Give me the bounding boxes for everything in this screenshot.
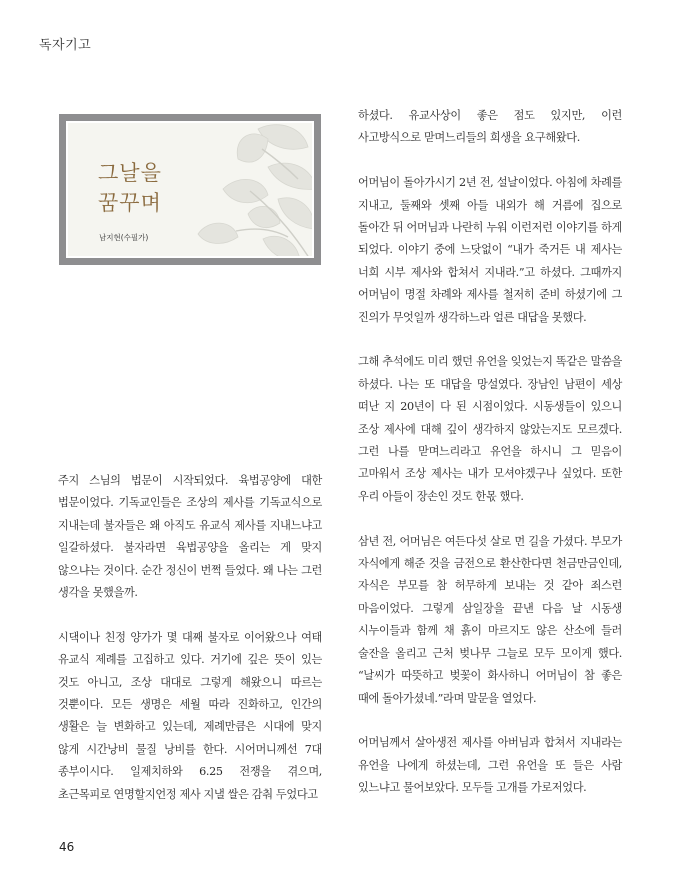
body-paragraph: 시댁이나 친정 양가가 몇 대째 불자로 이어왔으나 여태 유교식 제례를 고집하고 있다. 거기에 깊은 뜻이 있는 것도 아니고, 조상 대대로 그렇게 해왔으니 따르는 것뿐이다. 모든 생명은 세월 따라 진화하고, 인간의 생활은 늘 변화하고 있는데, 제례만큼은 시대에 맞지 않게 시간낭비 물질 낭비를 한다. 시어머니께선 7대 종부이시다. 일제치하와 6.25 전쟁을 겪으며, 초근목피로 연명할지언정 제사 지낼 쌀은 감춰 두었다고 bbox=[58, 630, 322, 801]
title-card-inner bbox=[68, 123, 312, 256]
article-author: 남지현(수필가) bbox=[99, 233, 149, 242]
body-paragraph: 그해 추석에도 미리 했던 유언을 잊었는지 똑같은 말씀을 하셨다. 나는 또 대답을 망설였다. 장남인 남편이 세상 떠난 지 20년이 다 된 시점이었다. 시동생들이 있으니 조상 제사에 대해 깊이 생각하지 않았는지도 모르겠다. 그런 나를 맏며느리라고 유언을 하시니 그 믿음이 고마워서 조상 제사는 내가 모셔야겠구나 싶었다. 또한 우리 아들이 장손인 것도 한몫 했다. bbox=[358, 355, 622, 503]
body-paragraph: 어머님께서 살아생전 제사를 아버님과 합쳐서 지내라는 유언을 나에게 하셨는데, 그런 유언을 또 들은 사람 있느냐고 물어보았다. 모두들 고개를 가로저었다. bbox=[358, 736, 622, 795]
left-column bbox=[58, 470, 322, 806]
magnolia-illustration bbox=[138, 123, 312, 256]
body-paragraph: 삼년 전, 어머님은 여든다섯 살로 먼 길을 가셨다. 부모가 자식에게 해준 것을 금전으로 환산한다면 천금만금인데, 자식은 부모를 참 허무하게 보내는 것 같아 죄스런 마음이었다. 그렇게 삼일장을 끝낸 다음 날 시동생 시누이들과 함께 채 흙이 마르지도 않은 산소에 들러 술잔을 올리고 근처 벚나무 그늘로 모두 모이게 했다. “날씨가 따뜻하고 벚꽃이 화사하니 어머님이 참 좋은 때에 돌아가셨네.”라며 말문을 열었다. bbox=[358, 534, 622, 705]
body-paragraph: 어머님이 돌아가시기 2년 전, 설날이었다. 아침에 차례를 지내고, 둘째와 셋째 아들 내외가 해 거름에 집으로 돌아간 뒤 어머님과 나란히 누워 이런저런 이야기를 하게 되었다. 이야기 중에 느닷없이 “내가 죽거든 내 제사는 너희 시부 제사와 합쳐서 지내라.”고 하셨다. 그때까지 어머님이 명절 차례와 제사를 철저히 준비 하셨기에 그 진의가 무엇일까 생각하느라 얼른 대답을 못했다. bbox=[358, 176, 622, 324]
page-number: 46 bbox=[59, 840, 75, 854]
right-column bbox=[358, 105, 622, 800]
body-paragraph: 주지 스님의 법문이 시작되었다. 육법공양에 대한 법문이었다. 기독교인들은 조상의 제사를 기독교식으로 지내는데 불자들은 왜 아직도 유교식 제사를 지내느냐고 일갈하셨다. 불자라면 육법공양을 올리는 게 맞지 않으냐는 것이다. 순간 정신이 번쩍 들었다. 왜 나는 그런 생각을 못했을까. bbox=[58, 474, 322, 600]
section-label: 독자기고 bbox=[39, 38, 92, 53]
article-title-line-2: 꿈꾸며 bbox=[98, 191, 162, 215]
title-card bbox=[59, 114, 321, 265]
article-title-line-1: 그날을 bbox=[98, 161, 162, 185]
body-paragraph: 하셨다. 유교사상이 좋은 점도 있지만, 이런 사고방식으로 맏며느리들의 희생을 요구해왔다. bbox=[358, 109, 622, 145]
